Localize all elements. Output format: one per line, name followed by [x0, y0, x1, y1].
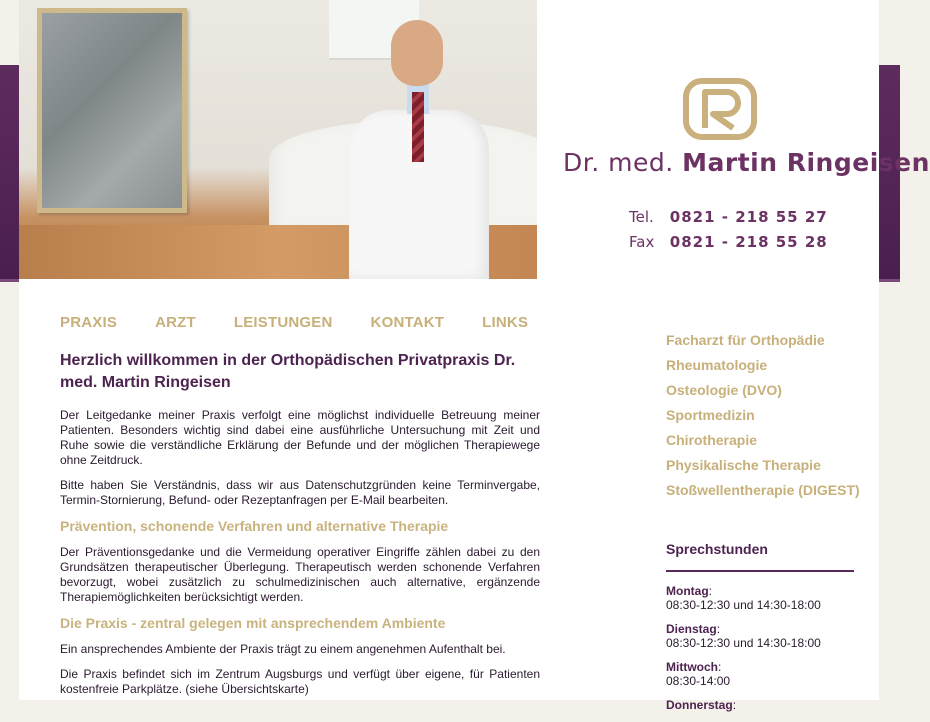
main-content: [60, 350, 540, 707]
specialty-item[interactable]: Physikalische Therapie: [666, 457, 821, 473]
hours-day-time: 08:30-14:00: [666, 674, 731, 688]
page-container: [19, 0, 930, 712]
logo-name-prefix: Dr. med.: [563, 148, 674, 177]
main-nav: [60, 314, 566, 331]
office-hours-title: Sprechstunden: [666, 541, 854, 572]
photo-painting: [37, 8, 187, 213]
prevention-heading: Prävention, schonende Verfahren und alternative Therapie: [60, 518, 449, 534]
hours-day: Mittwoch: 08:30-14:00: [666, 660, 731, 688]
tel-number[interactable]: 0821 - 218 55 27: [669, 208, 828, 226]
fax-label: Fax: [629, 233, 655, 251]
logo-r-icon: [683, 78, 757, 140]
privacy-paragraph: Bitte haben Sie Verständnis, dass wir aus Datenschutzgründen keine Terminvergabe, Termin-Stornierung, Befund- oder Rezeptanfragen per E-Mail bearbeiten.: [60, 478, 540, 507]
specialty-item[interactable]: Chirotherapie: [666, 432, 758, 448]
ambiente-paragraph: Ein ansprechendes Ambiente der Praxis trägt zu einem angenehmen Aufenthalt bei.: [60, 642, 506, 656]
logo-name-main: Martin Ringeisen: [682, 148, 930, 177]
logo-name: [563, 148, 930, 177]
prevention-paragraph: Der Präventionsgedanke und die Vermeidung operativer Eingriffe zählen dabei zu den Grundsätzen therapeutischer Überlegung. Therapeutisch werden schonende Verfahren bevorzugt, wobei zusätzlich zu schulmedizinischen auch alternative, ergänzende Therapiemöglichkeiten berücksichtigt werden.: [60, 545, 540, 604]
specialty-item[interactable]: Sportmedizin: [666, 407, 755, 423]
hours-day-name: Mittwoch: [666, 660, 718, 674]
intro-paragraph: Der Leitgedanke meiner Praxis verfolgt eine möglichst individuelle Betreuung meiner Patienten. Besonders wichtig sind dabei eine ausführliche Untersuchung mit Zeit und Ruhe sowie die verständliche Erklärung der Befunde und der möglichen Therapiewege ohne Zeitdruck.: [60, 408, 540, 467]
location-heading: Die Praxis - zentral gelegen mit ansprechendem Ambiente: [60, 615, 446, 631]
tel-label: Tel.: [629, 208, 654, 226]
tel-row: [629, 205, 828, 230]
hours-day-name: Dienstag: [666, 622, 717, 636]
office-hours: [666, 541, 854, 722]
contact-block: [629, 205, 828, 255]
logo-area: [537, 0, 930, 279]
specialty-item[interactable]: Facharzt für Orthopädie: [666, 332, 825, 348]
hours-day-name: Montag: [666, 584, 709, 598]
hours-day-time: 08:30-12:30 und 14:30-18:00: [666, 636, 821, 650]
photo-doctor-head: [391, 20, 443, 86]
specialty-item[interactable]: Osteologie (DVO): [666, 382, 782, 398]
nav-arzt[interactable]: ARZT: [155, 314, 196, 331]
specialty-item[interactable]: Stoßwellentherapie (DIGEST): [666, 482, 860, 498]
specialty-item[interactable]: Rheumatologie: [666, 357, 768, 373]
page-title: Herzlich willkommen in der Orthopädischen Privatpraxis Dr. med. Martin Ringeisen: [60, 352, 516, 391]
fax-number: 0821 - 218 55 28: [669, 233, 828, 251]
nav-leistungen[interactable]: LEISTUNGEN: [233, 314, 333, 331]
hours-day: Dienstag: 08:30-12:30 und 14:30-18:00: [666, 622, 821, 650]
parking-paragraph: Die Praxis befindet sich im Zentrum Augsburgs und verfügt über eigene, für Patienten kostenfreie Parkplätze. (siehe Übersichtskarte): [60, 667, 540, 696]
fax-row: [629, 230, 828, 255]
hours-day: Donnerstag:: [666, 698, 737, 712]
specialties-list: [666, 328, 876, 503]
nav-links[interactable]: LINKS: [482, 314, 529, 331]
hours-day-name: Donnerstag: [666, 698, 733, 712]
hours-day-time: 08:30-12:30 und 14:30-18:00: [666, 598, 821, 612]
practice-photo: [19, 0, 537, 279]
nav-praxis[interactable]: PRAXIS: [60, 314, 118, 331]
hours-day: Montag: 08:30-12:30 und 14:30-18:00: [666, 584, 821, 612]
photo-doctor-tie: [412, 92, 424, 162]
nav-kontakt[interactable]: KONTAKT: [370, 314, 445, 331]
